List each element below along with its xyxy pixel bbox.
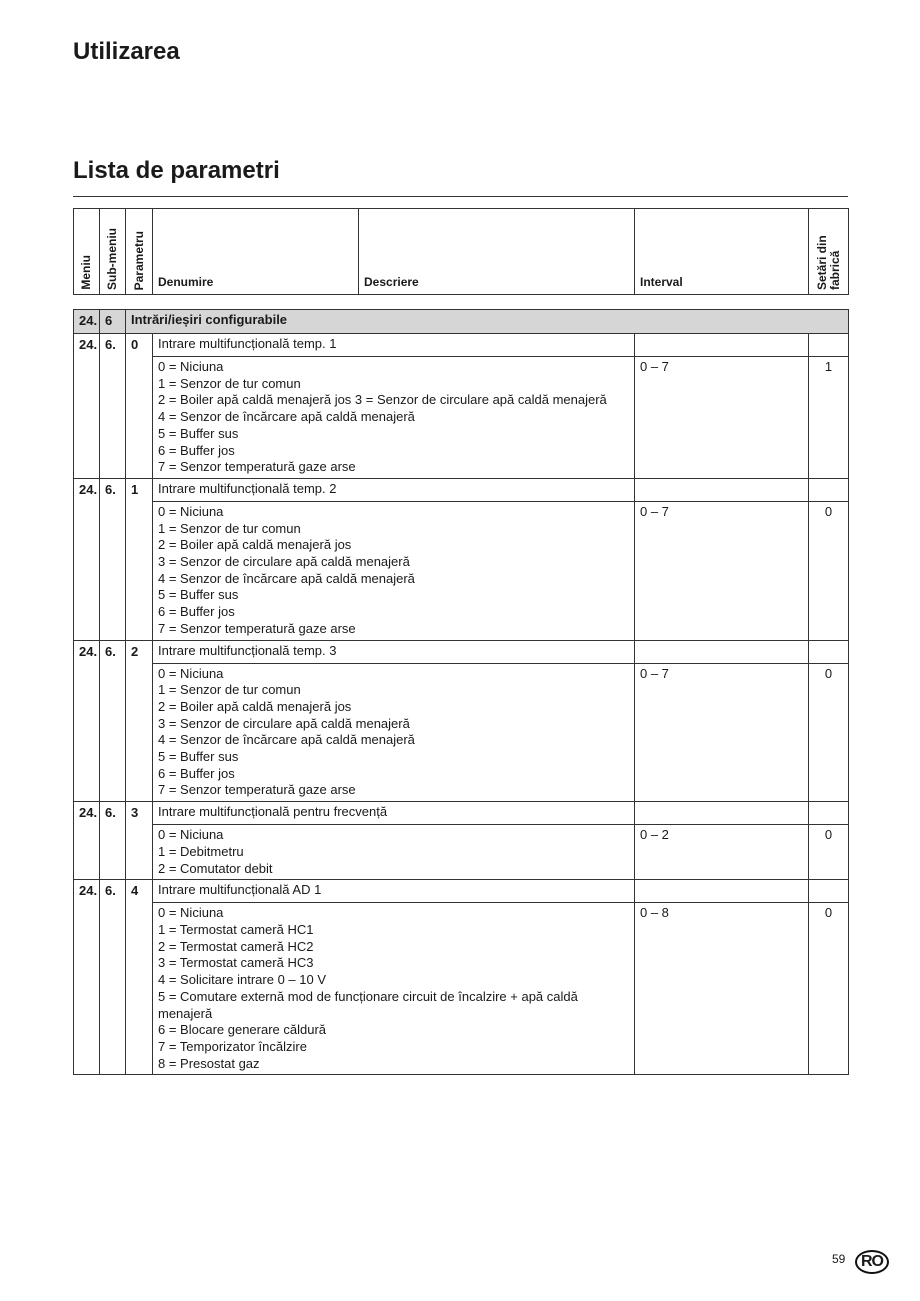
param-cell: 0 bbox=[126, 334, 153, 479]
parameter-name-row bbox=[74, 802, 849, 825]
submeniu-cell: 6. bbox=[100, 880, 126, 1075]
meniu-cell: 24. bbox=[74, 478, 100, 640]
default-cell: 0 bbox=[809, 501, 849, 640]
option-line: 7 = Senzor temperatură gaze arse bbox=[158, 782, 356, 798]
option-line: 4 = Senzor de încărcare apă caldă menajeră bbox=[158, 409, 415, 425]
option-line: 0 = Niciuna bbox=[158, 665, 224, 681]
parameter-name-row bbox=[74, 640, 849, 663]
header-meniu: Meniu bbox=[74, 209, 100, 295]
empty-cell bbox=[635, 880, 809, 903]
parameter-description bbox=[153, 357, 635, 479]
empty-cell bbox=[635, 640, 809, 663]
group-label: Intrări/ieșiri configurabile bbox=[126, 310, 849, 334]
option-line: 6 = Buffer jos bbox=[158, 604, 235, 620]
empty-cell bbox=[809, 334, 849, 357]
option-line: 0 = Niciuna bbox=[158, 503, 224, 519]
option-line: 0 = Niciuna bbox=[158, 905, 224, 921]
parameter-description bbox=[153, 663, 635, 802]
option-line: 1 = Senzor de tur comun bbox=[158, 682, 301, 698]
option-line: 7 = Senzor temperatură gaze arse bbox=[158, 459, 356, 475]
option-line: 5 = Buffer sus bbox=[158, 425, 239, 441]
option-line: 1 = Senzor de tur comun bbox=[158, 375, 301, 391]
parameter-name: Intrare multifuncțională temp. 1 bbox=[153, 334, 635, 357]
parameter-name: Intrare multifuncțională pentru frecvență bbox=[153, 802, 635, 825]
empty-cell bbox=[635, 802, 809, 825]
option-line: 8 = Presostat gaz bbox=[158, 1055, 260, 1071]
param-cell: 1 bbox=[126, 478, 153, 640]
parameter-desc-row bbox=[74, 501, 849, 640]
parameter-name: Intrare multifuncțională temp. 2 bbox=[153, 478, 635, 501]
option-line: 7 = Senzor temperatură gaze arse bbox=[158, 620, 356, 636]
option-line: 5 = Buffer sus bbox=[158, 749, 239, 765]
divider bbox=[73, 196, 848, 197]
param-cell: 3 bbox=[126, 802, 153, 880]
parameter-desc-row bbox=[74, 663, 849, 802]
interval-cell: 0 – 2 bbox=[635, 825, 809, 880]
header-interval: Interval bbox=[635, 209, 809, 295]
option-line: 7 = Temporizator încălzire bbox=[158, 1038, 307, 1054]
submeniu-cell: 6. bbox=[100, 802, 126, 880]
parameter-description bbox=[153, 501, 635, 640]
interval-cell: 0 – 7 bbox=[635, 663, 809, 802]
option-line: 3 = Senzor de circulare apă caldă menajeră bbox=[158, 554, 410, 570]
option-line: 6 = Buffer jos bbox=[158, 765, 235, 781]
interval-cell: 0 – 7 bbox=[635, 357, 809, 479]
meniu-cell: 24. bbox=[74, 802, 100, 880]
submeniu-cell: 6. bbox=[100, 478, 126, 640]
header-parametru: Parametru bbox=[126, 209, 153, 295]
header-denumire: Denumire bbox=[153, 209, 359, 295]
parameter-desc-row bbox=[74, 357, 849, 479]
submeniu-cell: 6. bbox=[100, 334, 126, 479]
option-line: 0 = Niciuna bbox=[158, 827, 224, 843]
parameter-description bbox=[153, 903, 635, 1075]
option-line: 1 = Debitmetru bbox=[158, 843, 244, 859]
header-descriere: Descriere bbox=[359, 209, 635, 295]
parameter-name-row bbox=[74, 334, 849, 357]
option-line: 2 = Boiler apă caldă menajeră jos bbox=[158, 698, 352, 714]
default-cell: 0 bbox=[809, 903, 849, 1075]
default-cell: 0 bbox=[809, 663, 849, 802]
empty-cell bbox=[809, 802, 849, 825]
option-line: 5 = Comutare externă mod de funcționare circuit de încalzire + apă caldă menajeră bbox=[158, 988, 578, 1021]
meniu-cell: 24. bbox=[74, 334, 100, 479]
option-line: 2 = Boiler apă caldă menajeră jos 3 = Senzor de circulare apă caldă menajeră bbox=[158, 392, 607, 408]
meniu-cell: 24. bbox=[74, 880, 100, 1075]
option-line: 4 = Senzor de încărcare apă caldă menajeră bbox=[158, 732, 415, 748]
option-line: 0 = Niciuna bbox=[158, 359, 224, 374]
header-submeniu: Sub-meniu bbox=[100, 209, 126, 295]
empty-cell bbox=[809, 478, 849, 501]
meniu-cell: 24. bbox=[74, 640, 100, 802]
param-cell: 2 bbox=[126, 640, 153, 802]
empty-cell bbox=[809, 880, 849, 903]
option-line: 2 = Boiler apă caldă menajeră jos bbox=[158, 537, 352, 553]
option-line: 2 = Termostat cameră HC2 bbox=[158, 938, 314, 954]
empty-cell bbox=[809, 640, 849, 663]
parameter-desc-row bbox=[74, 825, 849, 880]
option-line: 3 = Senzor de circulare apă caldă menajeră bbox=[158, 715, 410, 731]
option-line: 3 = Termostat cameră HC3 bbox=[158, 955, 314, 971]
parameter-name: Intrare multifuncțională temp. 3 bbox=[153, 640, 635, 663]
option-line: 6 = Blocare generare căldură bbox=[158, 1022, 327, 1038]
parameter-table bbox=[73, 309, 849, 1075]
header-table bbox=[73, 208, 849, 295]
page-title: Utilizarea bbox=[73, 38, 180, 65]
option-line: 1 = Senzor de tur comun bbox=[158, 520, 301, 536]
interval-cell: 0 – 8 bbox=[635, 903, 809, 1075]
section-title: Lista de parametri bbox=[73, 157, 280, 184]
header-setari: Setări din fabrică bbox=[809, 209, 849, 295]
option-line: 2 = Comutator debit bbox=[158, 860, 273, 876]
option-line: 1 = Termostat cameră HC1 bbox=[158, 921, 314, 937]
option-line: 5 = Buffer sus bbox=[158, 587, 239, 603]
parameter-name-row bbox=[74, 478, 849, 501]
empty-cell bbox=[635, 334, 809, 357]
group-submeniu: 6 bbox=[100, 310, 126, 334]
group-row bbox=[74, 310, 849, 334]
parameter-desc-row bbox=[74, 903, 849, 1075]
parameter-description bbox=[153, 825, 635, 880]
option-line: 6 = Buffer jos bbox=[158, 442, 235, 458]
parameter-name-row bbox=[74, 880, 849, 903]
empty-cell bbox=[635, 478, 809, 501]
default-cell: 0 bbox=[809, 825, 849, 880]
option-line: 4 = Solicitare intrare 0 – 10 V bbox=[158, 972, 327, 988]
page-number: 59 bbox=[832, 1252, 846, 1266]
country-badge: RO bbox=[855, 1250, 889, 1274]
param-cell: 4 bbox=[126, 880, 153, 1075]
option-line: 4 = Senzor de încărcare apă caldă menajeră bbox=[158, 570, 415, 586]
group-meniu: 24. bbox=[74, 310, 100, 334]
interval-cell: 0 – 7 bbox=[635, 501, 809, 640]
submeniu-cell: 6. bbox=[100, 640, 126, 802]
parameter-name: Intrare multifuncțională AD 1 bbox=[153, 880, 635, 903]
default-cell: 1 bbox=[809, 357, 849, 479]
